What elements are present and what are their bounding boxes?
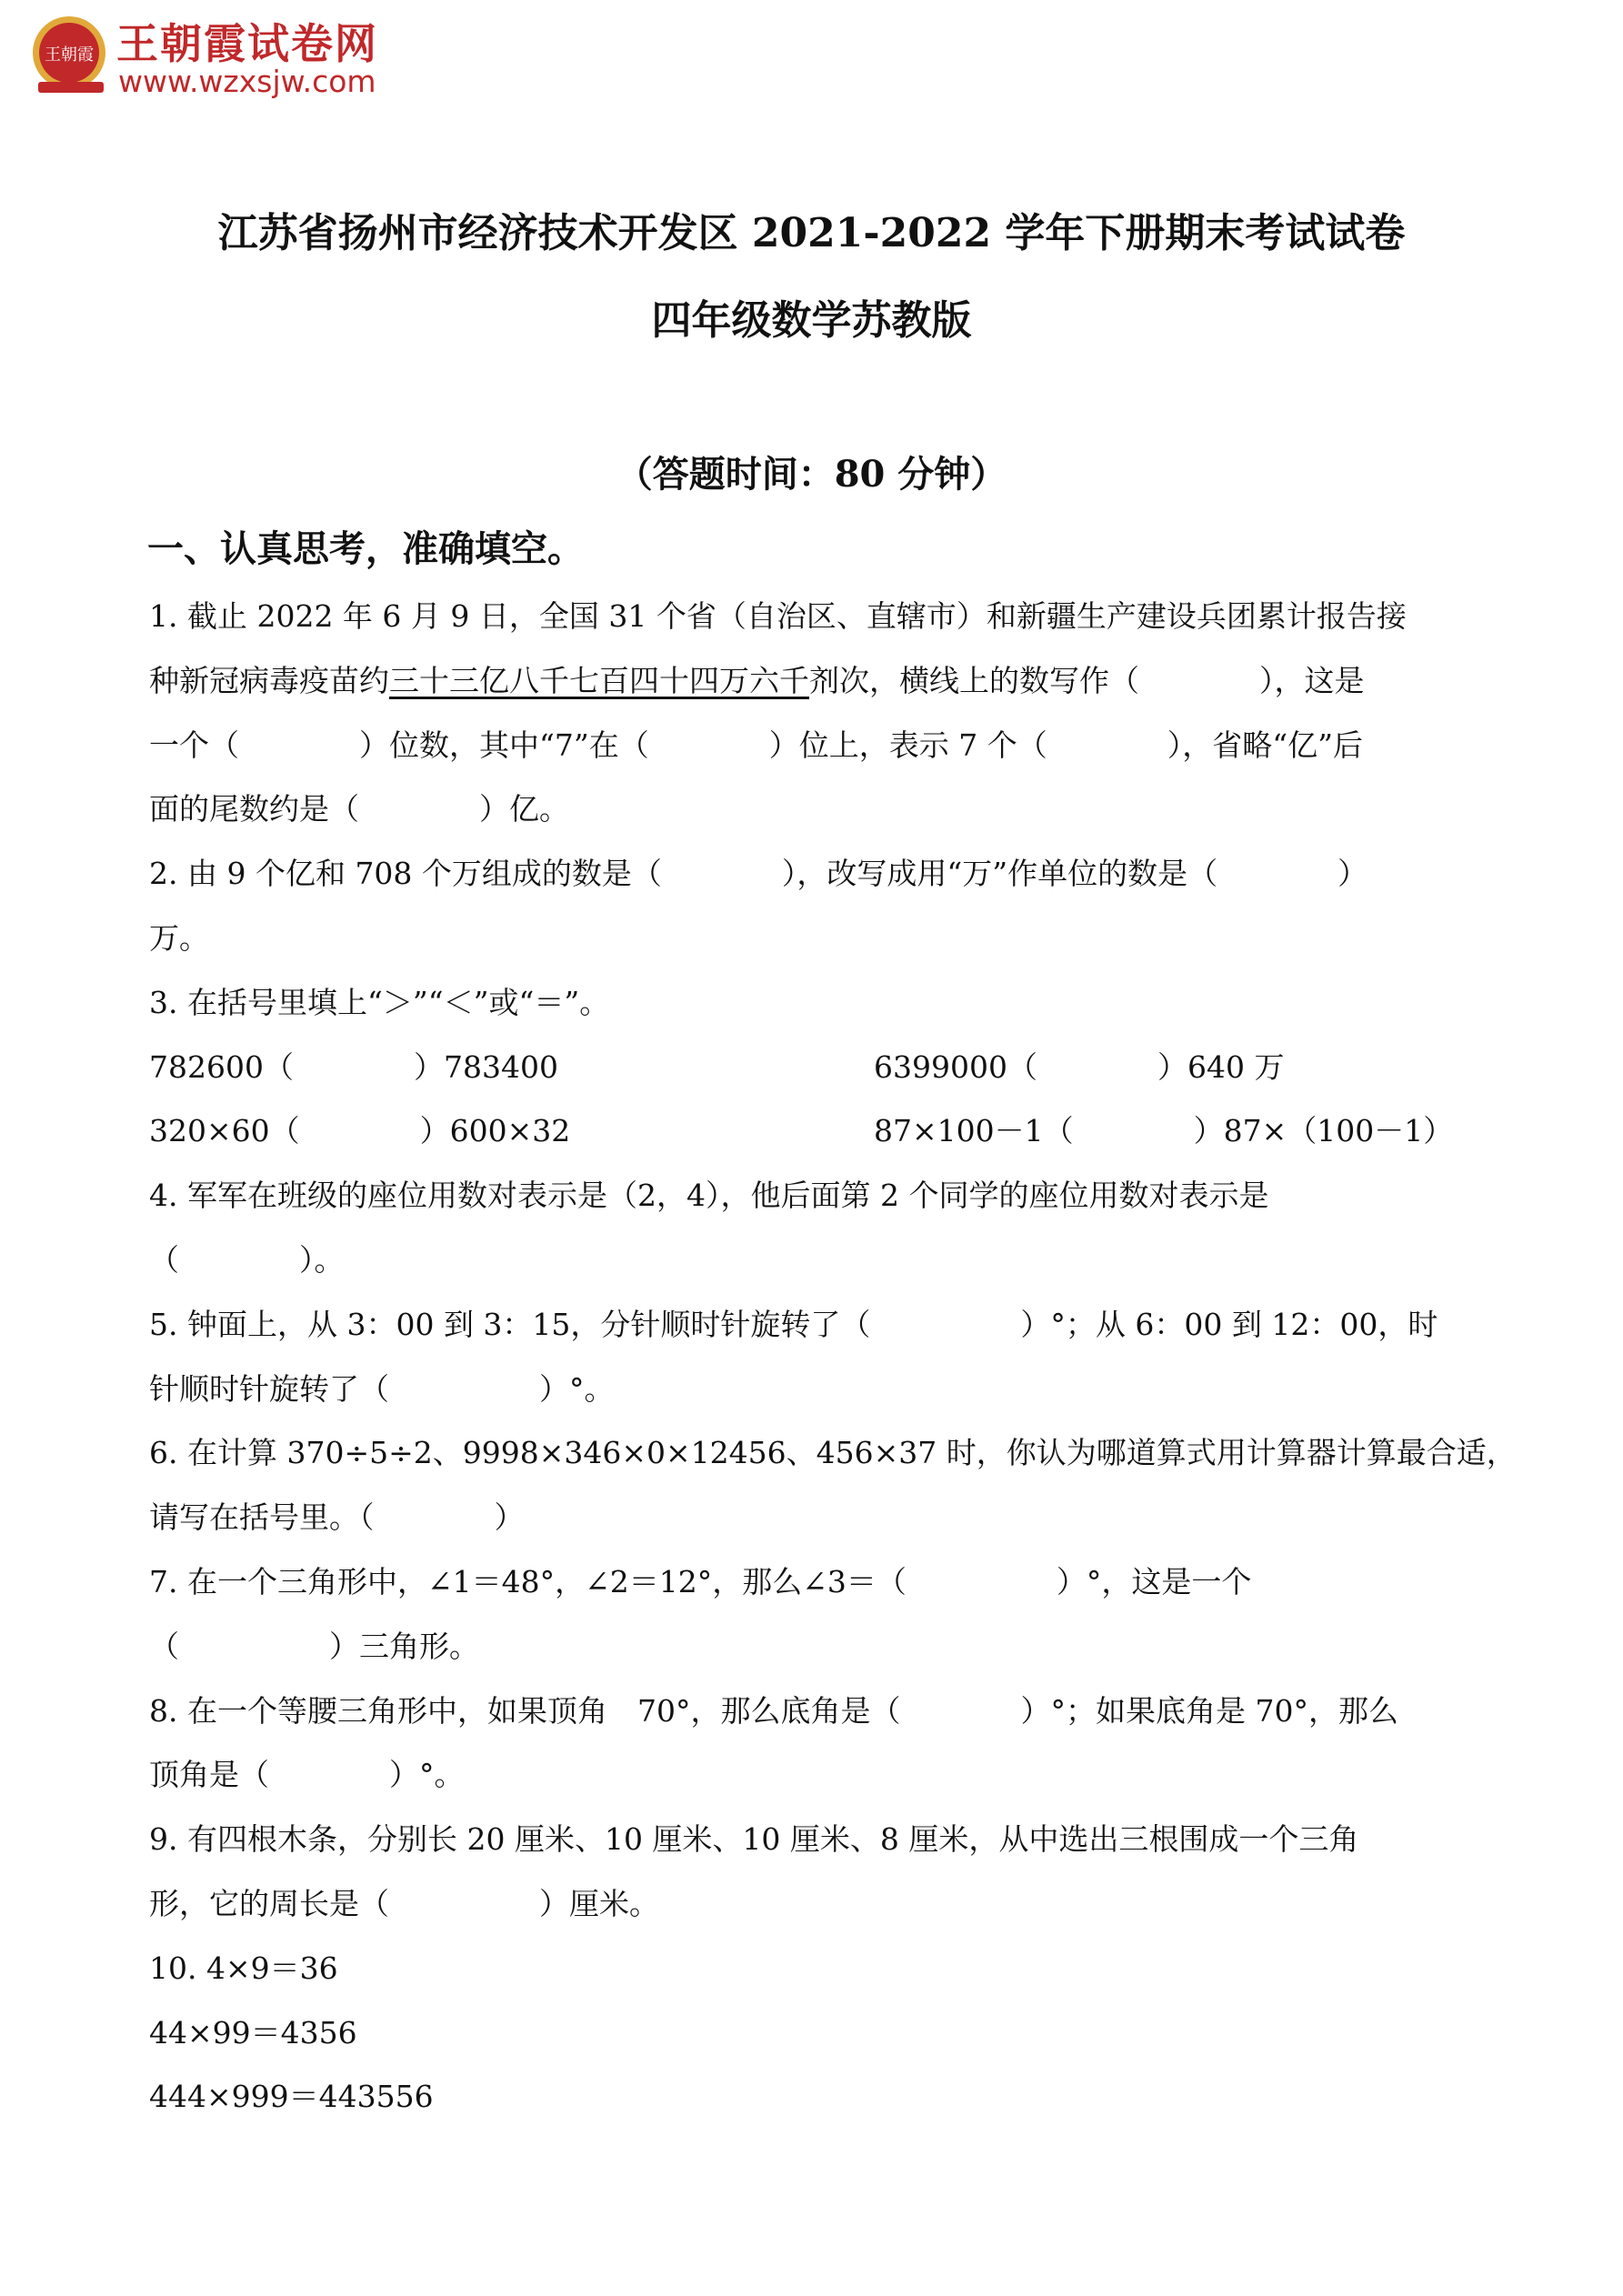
svg-text:王朝霞: 王朝霞 bbox=[45, 45, 94, 65]
question-10-line: 10. 4×9＝36 bbox=[149, 1950, 338, 1986]
question-7-line: （ ）三角形。 bbox=[149, 1628, 479, 1664]
question-5-line: 针顺时针旋转了（ ）°。 bbox=[149, 1370, 615, 1407]
question-5-line: 5. 钟面上，从 3：00 到 3：15，分针顺时针旋转了（ ）°；从 6：00 到 12：00，时 bbox=[149, 1306, 1438, 1342]
question-1-line bbox=[149, 649, 1495, 714]
question-2-line: 万。 bbox=[149, 919, 209, 956]
site-brand: 王朝霞试卷网 bbox=[116, 19, 378, 68]
text: 剂次，横线上的数写作（ ），这是 bbox=[809, 662, 1365, 698]
exam-title: 江苏省扬州市经济技术开发区 2021-2022 学年下册期末考试试卷 bbox=[217, 210, 1406, 256]
exam-subtitle: 四年级数学苏教版 bbox=[651, 297, 972, 344]
comparison-right: 6399000（ ）640 万 bbox=[874, 1048, 1285, 1085]
questions bbox=[149, 585, 1517, 2130]
text: 种新冠病毒疫苗约 bbox=[149, 662, 389, 698]
question-1-line: 面的尾数约是（ ）亿。 bbox=[149, 791, 569, 827]
comparison-row bbox=[149, 1099, 1495, 1164]
question-1-line: 一个（ ）位数，其中“7”在（ ）位上，表示 7 个（ ），省略“亿”后 bbox=[149, 727, 1363, 763]
question-4-line: 4. 军军在班级的座位用数对表示是（2，4），他后面第 2 个同学的座位用数对表示是 bbox=[149, 1178, 1269, 1214]
question-10-line: 44×99＝4356 bbox=[149, 2014, 357, 2050]
question-10-line: 444×999＝443556 bbox=[149, 2079, 434, 2115]
exam-time: （答题时间：80 分钟） bbox=[616, 453, 1007, 496]
site-url[interactable]: www.wzxsjw.com bbox=[118, 64, 376, 99]
section-heading: 一、认真思考，准确填空。 bbox=[147, 527, 584, 570]
question-9-line: 9. 有四根木条，分别长 20 厘米、10 厘米、10 厘米、8 厘米，从中选出三根围成一个三角 bbox=[149, 1821, 1359, 1858]
comparison-left: 782600（ ）783400 bbox=[149, 1048, 558, 1085]
question-4-line: （ ）。 bbox=[149, 1241, 345, 1278]
comparison-row bbox=[149, 1036, 1495, 1100]
logo-emblem-icon bbox=[25, 7, 116, 98]
question-7-line: 7. 在一个三角形中，∠1＝48°，∠2＝12°，那么∠3＝（ ）°，这是一个 bbox=[149, 1563, 1252, 1599]
question-3-line: 3. 在括号里填上“＞”“＜”或“＝”。 bbox=[149, 984, 610, 1020]
question-6-line: 6. 在计算 370÷5÷2、9998×346×0×12456、456×37 时，你认为哪道算式用计算器计算最合适， bbox=[149, 1435, 1517, 1471]
underlined-number: 三十三亿八千七百四十四万六千 bbox=[389, 662, 809, 698]
question-8-line: 顶角是（ ）°。 bbox=[149, 1757, 465, 1793]
comparison-right: 87×100－1（ ）87×（100－1） bbox=[874, 1113, 1454, 1149]
question-8-line: 8. 在一个等腰三角形中，如果顶角 70°，那么底角是（ ）°；如果底角是 70°，那么 bbox=[149, 1692, 1398, 1729]
question-6-line: 请写在括号里。（ ） bbox=[149, 1499, 525, 1536]
question-2-line: 2. 由 9 个亿和 708 个万组成的数是（ ），改写成用“万”作单位的数是（ ） bbox=[149, 856, 1368, 892]
question-9-line: 形，它的周长是（ ）厘米。 bbox=[149, 1885, 659, 1921]
comparison-left: 320×60（ ）600×32 bbox=[149, 1113, 571, 1149]
question-1-line: 1. 截止 2022 年 6 月 9 日，全国 31 个省（自治区、直辖市）和新疆生产建设兵团累计报告接 bbox=[149, 598, 1407, 634]
